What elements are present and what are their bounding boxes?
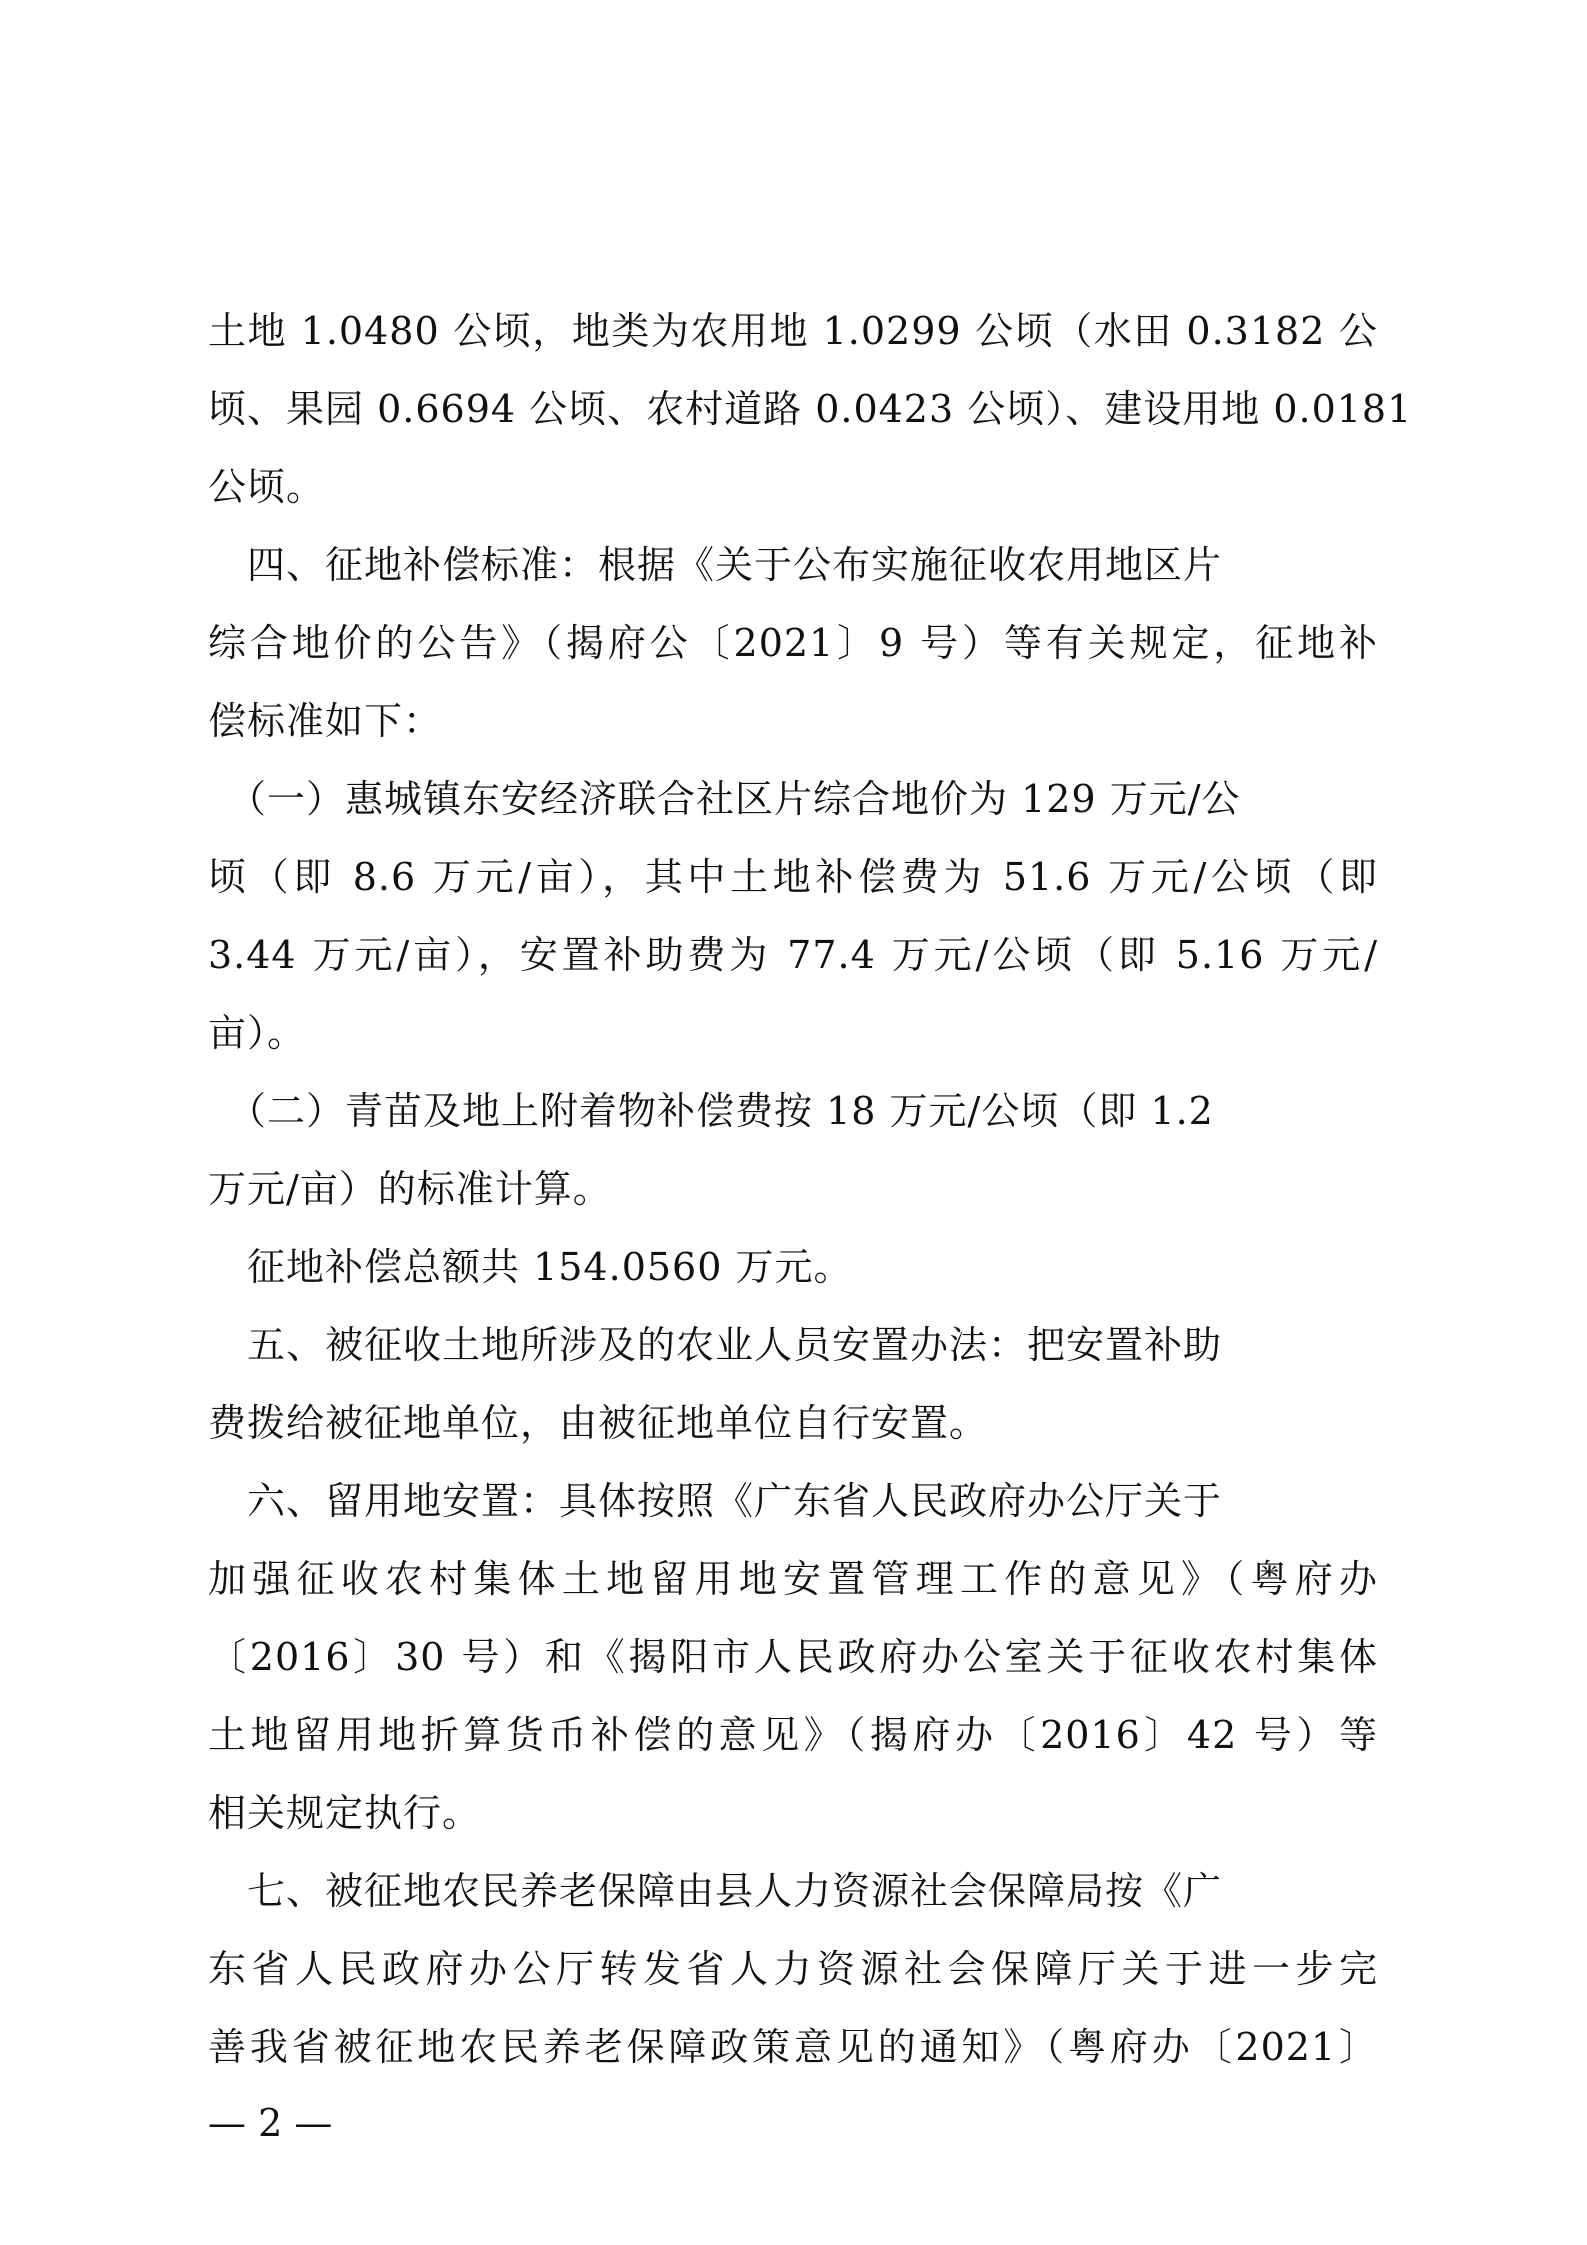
text-line: 相关规定执行。 — [208, 1791, 482, 1835]
text-line: 加强征收农村集体土地留用地安置管理工作的意见》（粤府办 — [208, 1557, 1378, 1601]
text-line: 顷（即 8.6 万元/亩），其中土地补偿费为 51.6 万元/公顷（即 — [208, 855, 1378, 899]
text-line: 土地留用地折算货币补偿的意见》（揭府办〔2016〕42 号）等 — [208, 1713, 1378, 1757]
text-line: 〔2016〕30 号）和《揭阳市人民政府办公室关于征收农村集体 — [208, 1635, 1378, 1679]
text-line: 公顷。 — [208, 465, 326, 509]
text-line: 亩）。 — [208, 1011, 307, 1055]
text-line: 万元/亩）的标准计算。 — [208, 1167, 612, 1211]
compensation-total-line: 征地补偿总额共 154.0560 万元。 — [208, 1245, 853, 1289]
text-line: 顷、果园 0.6694 公顷、农村道路 0.0423 公顷）、建设用地 0.0181 — [208, 387, 1413, 431]
text-line: 土地 1.0480 公顷，地类为农用地 1.0299 公顷（水田 0.3182 公 — [208, 309, 1378, 353]
section-five-line: 五、被征收土地所涉及的农业人员安置办法：把安置补助 — [208, 1323, 1223, 1367]
text-line: 综合地价的公告》（揭府公〔2021〕9 号）等有关规定，征地补 — [208, 621, 1378, 665]
document-body — [208, 292, 1413, 2086]
section-four-heading-line: 四、征地补偿标准：根据《关于公布实施征收农用地区片 — [208, 543, 1223, 587]
item-one-line: （一）惠城镇东安经济联合社区片综合地价为 129 万元/公 — [208, 777, 1241, 821]
text-line: 3.44 万元/亩），安置补助费为 77.4 万元/公顷（即 5.16 万元/ — [208, 933, 1378, 977]
section-six-line: 六、留用地安置：具体按照《广东省人民政府办公厅关于 — [208, 1479, 1223, 1523]
page-number: — 2 — — [208, 2101, 333, 2145]
item-two-line: （二）青苗及地上附着物补偿费按 18 万元/公顷（即 1.2 — [208, 1089, 1214, 1133]
text-line: 偿标准如下： — [208, 699, 443, 743]
text-line: 费拨给被征地单位，由被征地单位自行安置。 — [208, 1401, 989, 1445]
text-line: 善我省被征地农民养老保障政策意见的通知》（粤府办〔2021〕 — [208, 2025, 1378, 2069]
text-line: 东省人民政府办公厅转发省人力资源社会保障厅关于进一步完 — [208, 1947, 1378, 1991]
section-seven-line: 七、被征地农民养老保障由县人力资源社会保障局按《广 — [208, 1869, 1223, 1913]
